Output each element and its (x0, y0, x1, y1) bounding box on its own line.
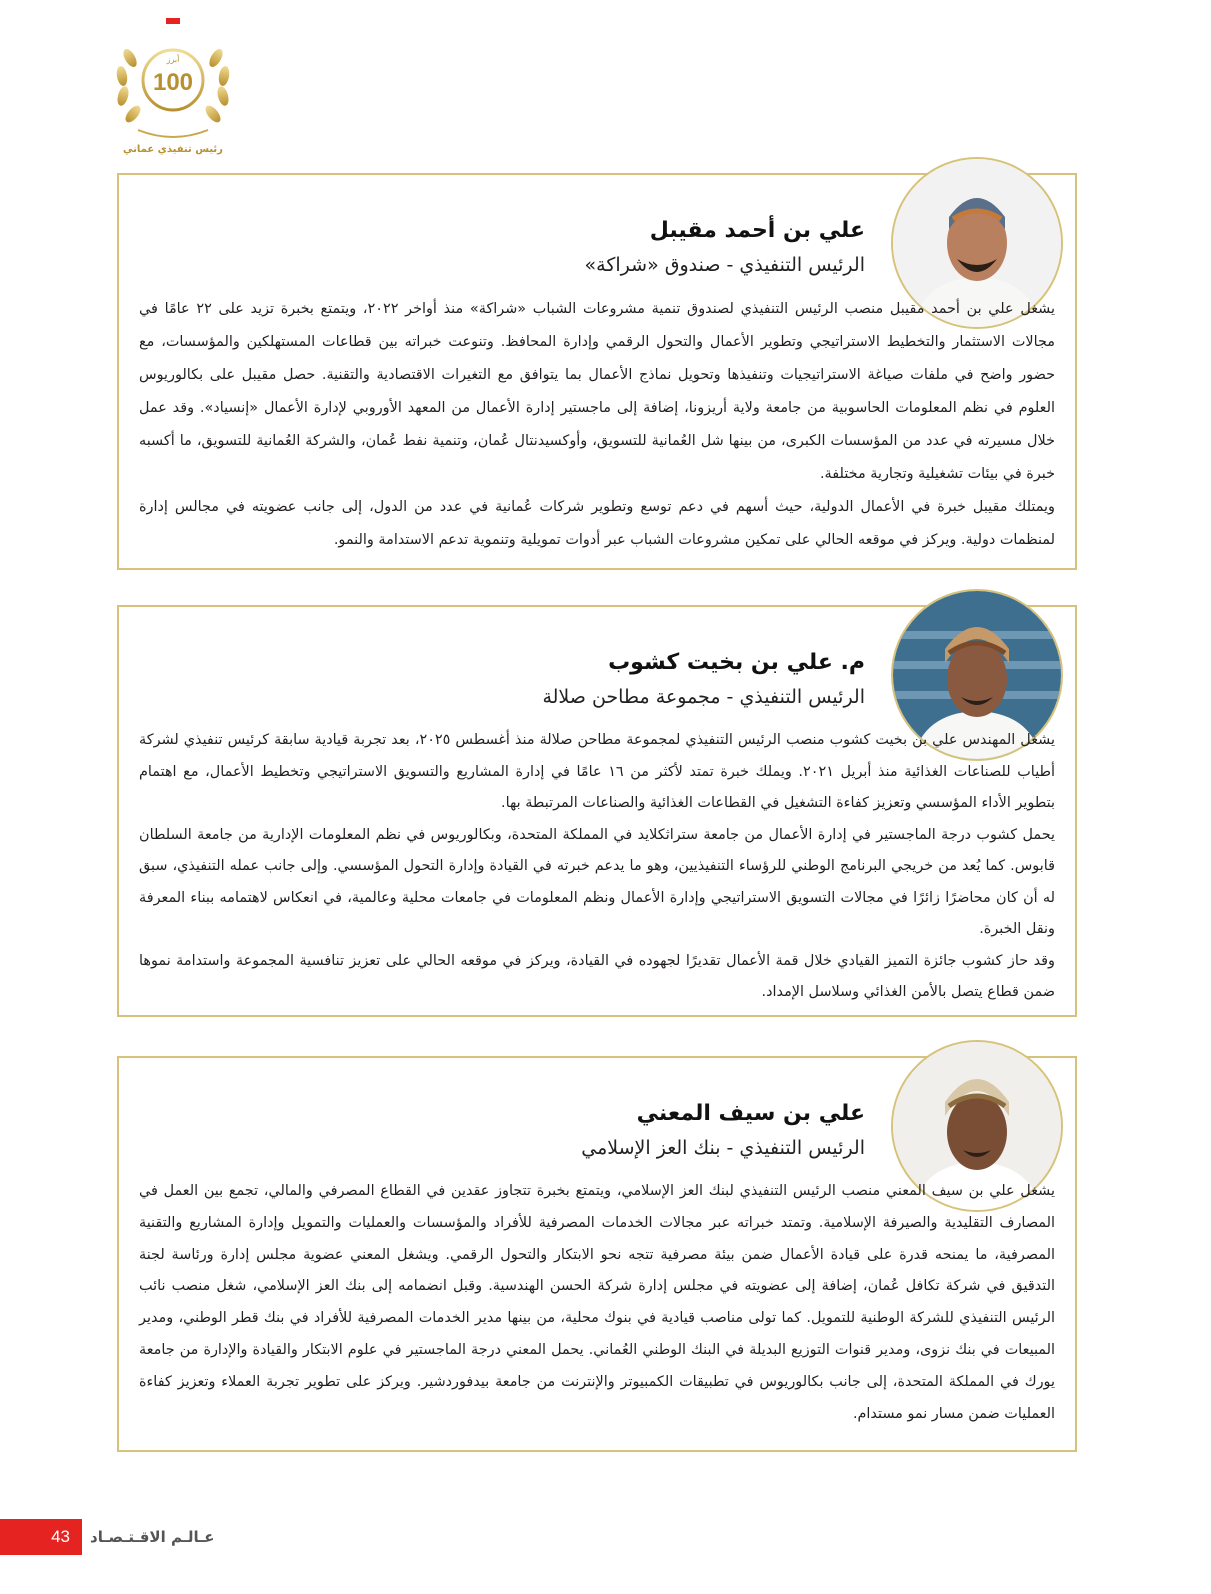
bio-paragraph: يشغل المهندس علي بن بخيت كشوب منصب الرئيس التنفيذي لمجموعة مطاحن صلالة منذ أغسطس ٢٠٢٥، بعد تجربة قيادية سابقة كرئيس تنفيذي لشركة أطياب للصناعات الغذائية منذ أبريل ٢٠٢١. ويملك خبرة تمتد لأكثر من ١٦ عامًا في إدارة المشاريع والتسويق الاستراتيجي وتخطيط الأعمال، مع اهتمام بتطوير الأداء المؤسسي وتعزيز كفاءة التشغيل في القطاعات الغذائية والصناعات المرتبطة بها. (139, 732, 1055, 811)
laurel-wreath-icon (108, 18, 238, 158)
bio-paragraph: يشغل علي بن سيف المعني منصب الرئيس التنفيذي لبنك العز الإسلامي، ويتمتع بخبرة تتجاوز عقدين في القطاع المصرفي والمالي، تجمع بين العمل في المصارف التقليدية والصيرفة الإسلامية. وتمتد خبراته عبر مجالات الخدمات المصرفية للأفراد والمؤسسات والعمليات والتمويل وإدارة المشاريع والتقنية المصرفية، ما يمنحه قدرة على قيادة الأعمال ضمن بيئة مصرفية تتجه نحو الابتكار والتحول الرقمي. ويشغل المعني عضوية مجلس إدارة ورئاسة لجنة التدقيق في شركة تكافل عُمان، إضافة إلى عضويته في مجلس إدارة شركة الحسن الهندسية. وقبل انضمامه إلى بنك العز الإسلامي، شغل منصب نائب الرئيس التنفيذي للشركة الوطنية للتمويل. كما تولى مناصب قيادية في بنوك محلية، من بينها مدير الخدمات المصرفية للأفراد في بنك قطر الوطني، ومدير المبيعات في بنك نزوى، ومدير قنوات التوزيع البديلة في البنك الوطني العُماني. يحمل المعني درجة الماجستير في علوم الابتكار والقيادة والإدارة من جامعة يورك في المملكة المتحدة، إلى جانب بكالوريوس في تطبيقات الكمبيوتر والإنترنت من جامعة بيدفوردشير. ويركز على تطوير تجربة العملاء وتعزيز كفاءة العمليات ضمن مسار نمو مستدام. (139, 1183, 1055, 1422)
bio-paragraph: يشغل علي بن أحمد مقيبل منصب الرئيس التنفيذي لصندوق تنمية مشروعات الشباب «شراكة» منذ أواخر ٢٠٢٢، ويتمتع بخبرة تزيد على ٢٢ عامًا في مجالات الاستثمار والتخطيط الاستراتيجي وتطوير الأعمال والتحول الرقمي وإدارة المحافظ. وتنوعت خبراته بين قطاعات المستهلكين والمؤسسات، مع حضور واضح في ملفات صياغة الاستراتيجيات وتنفيذها وتحويل نماذج الأعمال بما يتوافق مع التغيرات الاقتصادية والتقنية. حصل مقيبل على بكالوريوس العلوم في نظم المعلومات الحاسوبية من جامعة ولاية أريزونا، إضافة إلى ماجستير إدارة الأعمال من المعهد الأوروبي لإدارة الأعمال «إنسياد». وقد عمل خلال مسيرته في عدد من المؤسسات الكبرى، من بينها شل العُمانية للتسويق، وأوكسيدنتال عُمان، وتنمية نفط عُمان، والشركة العُمانية للتسويق، ما أكسبه خبرة في بيئات تشغيلية وتجارية مختلفة. (139, 301, 1055, 482)
top-100-badge (108, 18, 238, 158)
profile-role: الرئيس التنفيذي - بنك العز الإسلامي (581, 1137, 865, 1159)
bio-paragraph: يحمل كشوب درجة الماجستير في إدارة الأعمال من جامعة ستراثكلايد في المملكة المتحدة، وبكالوريوس في نظم المعلومات الإدارية من جامعة السلطان قابوس. كما يُعد من خريجي البرنامج الوطني للرؤساء التنفيذيين، وهو ما يدعم خبرته في القيادة وإدارة التحول المؤسسي. وإلى جانب عمله التنفيذي، سبق له أن كان محاضرًا زائرًا في مجالات التسويق الاستراتيجي وإدارة الأعمال ونظم المعلومات في جامعات محلية وعالمية، في انعكاس لاهتمامه ببناء المعرفة ونقل الخبرة. (139, 826, 1055, 937)
profile-bio (139, 293, 1055, 557)
profile-role: الرئيس التنفيذي - صندوق «شراكة» (584, 254, 865, 276)
profile-card-3 (117, 1056, 1077, 1452)
profile-header (305, 647, 865, 711)
badge-number: 100 (152, 69, 194, 96)
bio-paragraph: وقد حاز كشوب جائزة التميز القيادي خلال قمة الأعمال تقديرًا لجهوده في القيادة، ويركز في موقعه الحالي على تعزيز تنافسية المجموعة واستدامة نموها ضمن قطاع يتصل بالأمن الغذائي وسلاسل الإمداد. (139, 952, 1055, 1000)
profile-name: م. علي بن بخيت كشوب (608, 650, 865, 675)
profile-header (305, 1098, 865, 1162)
bio-paragraph: ويمتلك مقيبل خبرة في الأعمال الدولية، حيث أسهم في دعم توسع وتطوير شركات عُمانية في عدد من الدول، إلى جانب عضويته في مجالس إدارة لمنظمات دولية. ويركز في موقعه الحالي على تمكين مشروعات الشباب عبر أدوات تمويلية وتنموية تدعم الاستدامة والنمو. (139, 499, 1055, 548)
profile-bio (139, 1176, 1055, 1430)
badge-bottom-label: رئيس تنفيذي عماني (123, 144, 223, 155)
magazine-name: عـالـم الاقـتـصـاد (90, 1528, 215, 1546)
badge-top-label: أبرز (166, 55, 180, 64)
profile-name: علي بن أحمد مقيبل (649, 218, 865, 243)
profile-bio (139, 725, 1055, 1009)
profile-header (305, 215, 865, 279)
profile-name: علي بن سيف المعني (636, 1101, 865, 1126)
profile-role: الرئيس التنفيذي - مجموعة مطاحن صلالة (542, 686, 865, 708)
page-number: 43 (51, 1527, 70, 1546)
profile-card-2 (117, 605, 1077, 1017)
profile-card-1 (117, 173, 1077, 570)
